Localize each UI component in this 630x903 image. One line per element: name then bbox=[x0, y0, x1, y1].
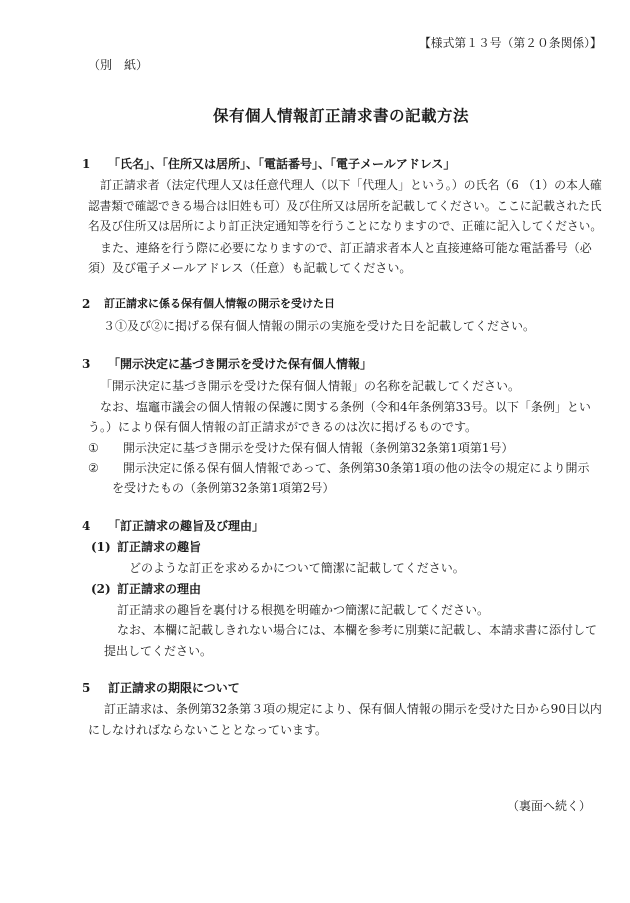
section-text: 「開示決定に基づき開示を受けた保有個人情報」の名称を記載してください。 bbox=[100, 379, 521, 393]
section-text: ３①及び②に掲げる保有個人情報の開示の実施を受けた日を記載してください。 bbox=[103, 319, 536, 333]
section-number: 3 bbox=[82, 357, 91, 371]
section-text: 訂正請求者（法定代理人又は任意代理人（以下「代理人」という。）の氏名（6 （1）の本人確 bbox=[100, 178, 602, 192]
list-item-text: を受けたもの（条例第32条第1項第2号） bbox=[112, 481, 335, 495]
subsection-marker: (1) bbox=[91, 540, 111, 554]
section-text: 名及び住所又は居所により訂正決定通知等を行うことになりますので、正確に記入してください。 bbox=[88, 219, 603, 233]
section-text: 訂正請求は、条例第32条第３項の規定により、保有個人情報の開示を受けた日から90日以内 bbox=[104, 702, 602, 716]
section-number: 4 bbox=[82, 519, 91, 533]
section-text: にしなければならないこととなっています。 bbox=[88, 723, 328, 737]
section-heading: 訂正請求の期限について bbox=[108, 681, 240, 695]
list-item-text: 開示決定に基づき開示を受けた保有個人情報（条例第32条第1項第1号） bbox=[123, 441, 514, 455]
section-number: 1 bbox=[82, 157, 91, 171]
subsection-marker: (2) bbox=[91, 582, 111, 596]
section-text: 認書類で確認できる場合は旧姓も可）及び住所又は居所を記載してください。ここに記載された氏 bbox=[88, 199, 602, 213]
section-text: また、連絡を行う際に必要になりますので、訂正請求者本人と直接連絡可能な電話番号（必 bbox=[100, 241, 592, 255]
section-number: 2 bbox=[82, 297, 91, 311]
section-heading: 「訂正請求の趣旨及び理由」 bbox=[108, 519, 265, 533]
subsection-text: なお、本欄に記載しきれない場合には、本欄を参考に別葉に記載し、本請求書に添付して bbox=[117, 623, 598, 637]
section-heading: 「開示決定に基づき開示を受けた保有個人情報」 bbox=[108, 357, 373, 371]
section-text: 須）及び電子メールアドレス（任意）も記載してください。 bbox=[88, 261, 412, 275]
list-marker: ② bbox=[88, 461, 99, 475]
subsection-text: 提出してください。 bbox=[104, 644, 213, 658]
section-number: 5 bbox=[82, 681, 91, 695]
section-text: なお、塩竈市議会の個人情報の保護に関する条例（令和4年条例第33号。以下「条例」とい bbox=[100, 400, 591, 414]
form-number: 【様式第１３号（第２０条関係）】 bbox=[419, 36, 602, 50]
subsection-text: 訂正請求の趣旨を裏付ける根拠を明確かつ簡潔に記載してください。 bbox=[117, 603, 490, 617]
list-marker: ① bbox=[88, 441, 99, 455]
attachment-label: （別 紙） bbox=[88, 58, 149, 72]
subsection-heading: 訂正請求の理由 bbox=[117, 582, 202, 596]
section-text: う。）により保有個人情報の訂正請求ができるのは次に掲げるものです。 bbox=[88, 420, 478, 434]
continued-note: （裏面へ続く） bbox=[507, 799, 592, 813]
section-heading: 訂正請求に係る保有個人情報の開示を受けた日 bbox=[104, 297, 335, 310]
list-item-text: 開示決定に係る保有個人情報であって、条例第30条第1項の他の法令の規定により開示 bbox=[123, 461, 590, 475]
subsection-text: どのような訂正を求めるかについて簡潔に記載してください。 bbox=[129, 561, 465, 575]
section-heading: 「氏名」、「住所又は居所」、「電話番号」、「電子メールアドレス」 bbox=[108, 157, 456, 171]
page-title: 保有個人情報訂正請求書の記載方法 bbox=[213, 106, 470, 125]
subsection-heading: 訂正請求の趣旨 bbox=[117, 540, 202, 554]
